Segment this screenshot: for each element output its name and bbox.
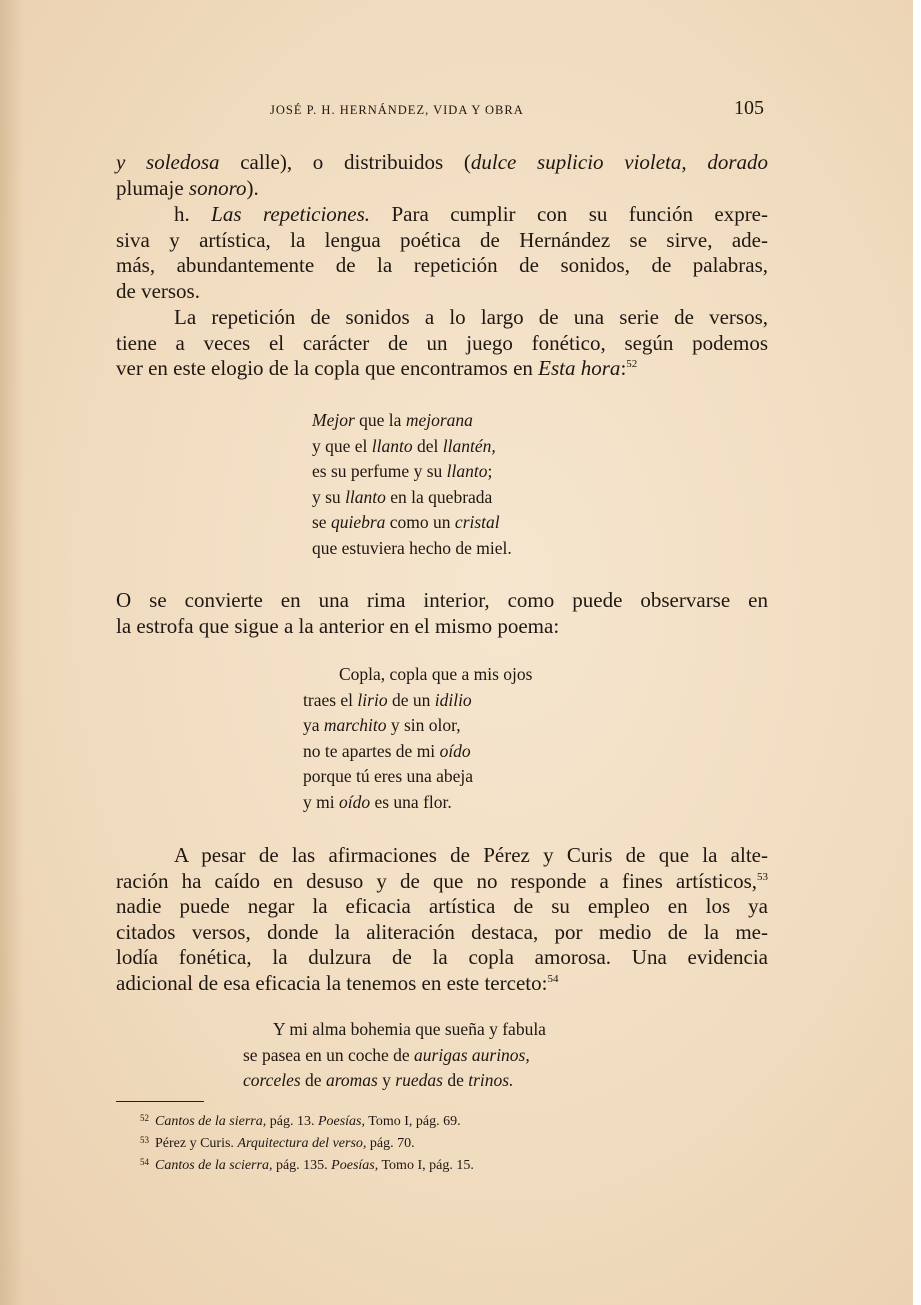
poem-line: Mejor que la mejorana [312,410,473,430]
paragraph-line: la estrofa que sigue a la anterior en el mismo poema: [116,613,560,638]
paragraph-3 [116,305,768,382]
footnote-52: $^{52}$ Cantos de la sierra, pág. 13. Poesías, Tomo I, pág. 69. [140,1113,461,1129]
paragraph-line: A pesar de las afirmaciones de Pérez y Curis de que la alte- [174,843,768,867]
paragraph-line: tiene a veces el carácter de un juego fonético, según podemos [116,330,768,355]
paragraph-line: plumaje sonoro). [116,175,259,200]
poem-line: es su perfume y su llanto; [312,461,493,482]
poem-line: no te apartes de mi oído [303,740,471,761]
poem-excerpt-3 [243,1017,546,1094]
paragraph-1 [116,150,768,201]
paragraph-line: O se convierte en una rima interior, como puede observarse en [116,588,768,612]
poem-line: que estuviera hecho de miel. [312,537,512,558]
paragraph-line: de versos. [116,278,200,303]
paragraph-line: La repetición de sonidos a lo largo de una serie de versos, [174,305,768,329]
page-edge-right [913,0,921,1305]
paragraph-line: ver en este elogio de la copla que encontramos en Esta hora:$^{52}$ [116,356,638,380]
poem-line: Y mi alma bohemia que sueña y fabula [273,1019,546,1039]
paragraph-5 [116,843,768,996]
paragraph-line: más, abundantemente de la repetición de sonidos, de palabras, [116,253,768,277]
paragraph-2 [116,202,768,304]
poem-line: y su llanto en la quebrada [312,486,493,507]
poem-line: corceles de aromas y ruedas de trinos. [243,1070,514,1091]
paragraph-line: adicional de esa eficacia la tenemos en este terceto:$^{54}$ [116,970,559,995]
paragraph-line: citados versos, donde la aliteración destaca, por medio de la me- [116,919,768,944]
poem-line: y mi oído es una flor. [303,791,452,812]
paragraph-line: ración ha caído en desuso y de que no responde a fines artísticos,$^{53}$ [116,868,768,893]
poem-line: y que el llanto del llantén, [312,435,496,456]
poem-line: se quiebra como un cristal [312,512,500,533]
footnote-ref-53: 53 [757,870,768,883]
poem-excerpt-2 [303,662,532,816]
footnote-divider [116,1101,204,1102]
paragraph-line: h. Las repeticiones. Para cumplir con su función expre- [174,202,768,226]
running-head: JOSÉ P. H. HERNÁNDEZ, VIDA Y OBRA [270,103,524,117]
poem-line: traes el lirio de un idilio [303,689,472,710]
poem-line: ya marchito y sin olor, [303,715,461,736]
poem-excerpt-1 [312,408,512,562]
poem-line: se pasea en un coche de aurigas aurinos, [243,1044,530,1065]
poem-line: porque tú eres una abeja [303,766,474,787]
paragraph-4 [116,588,768,639]
paragraph-line: lodía fonética, la dulzura de la copla amorosa. Una evidencia [116,945,768,969]
footnote-54: $^{54}$ Cantos de la scierra, pág. 135. Poesías, Tomo I, pág. 15. [140,1157,474,1173]
paragraph-line: nadie puede negar la eficacia artística de su empleo en los ya [116,894,768,918]
footnote-ref-52: 52 [626,358,638,370]
footnote-53: $^{53}$ Pérez y Curis. Arquitectura del verso, pág. 70. [140,1135,415,1151]
poem-line: Copla, copla que a mis ojos [339,664,533,684]
paragraph-line: y soledosa calle), o distribuidos (dulce suplicio violeta, dorado [116,150,769,174]
footnotes [140,1109,474,1175]
page-shadow-left [0,0,24,1305]
page-number: 105 [734,97,764,119]
footnote-ref-54: 54 [547,972,559,985]
paragraph-line: siva y artística, la lengua poética de Hernández se sirve, ade- [116,227,768,252]
